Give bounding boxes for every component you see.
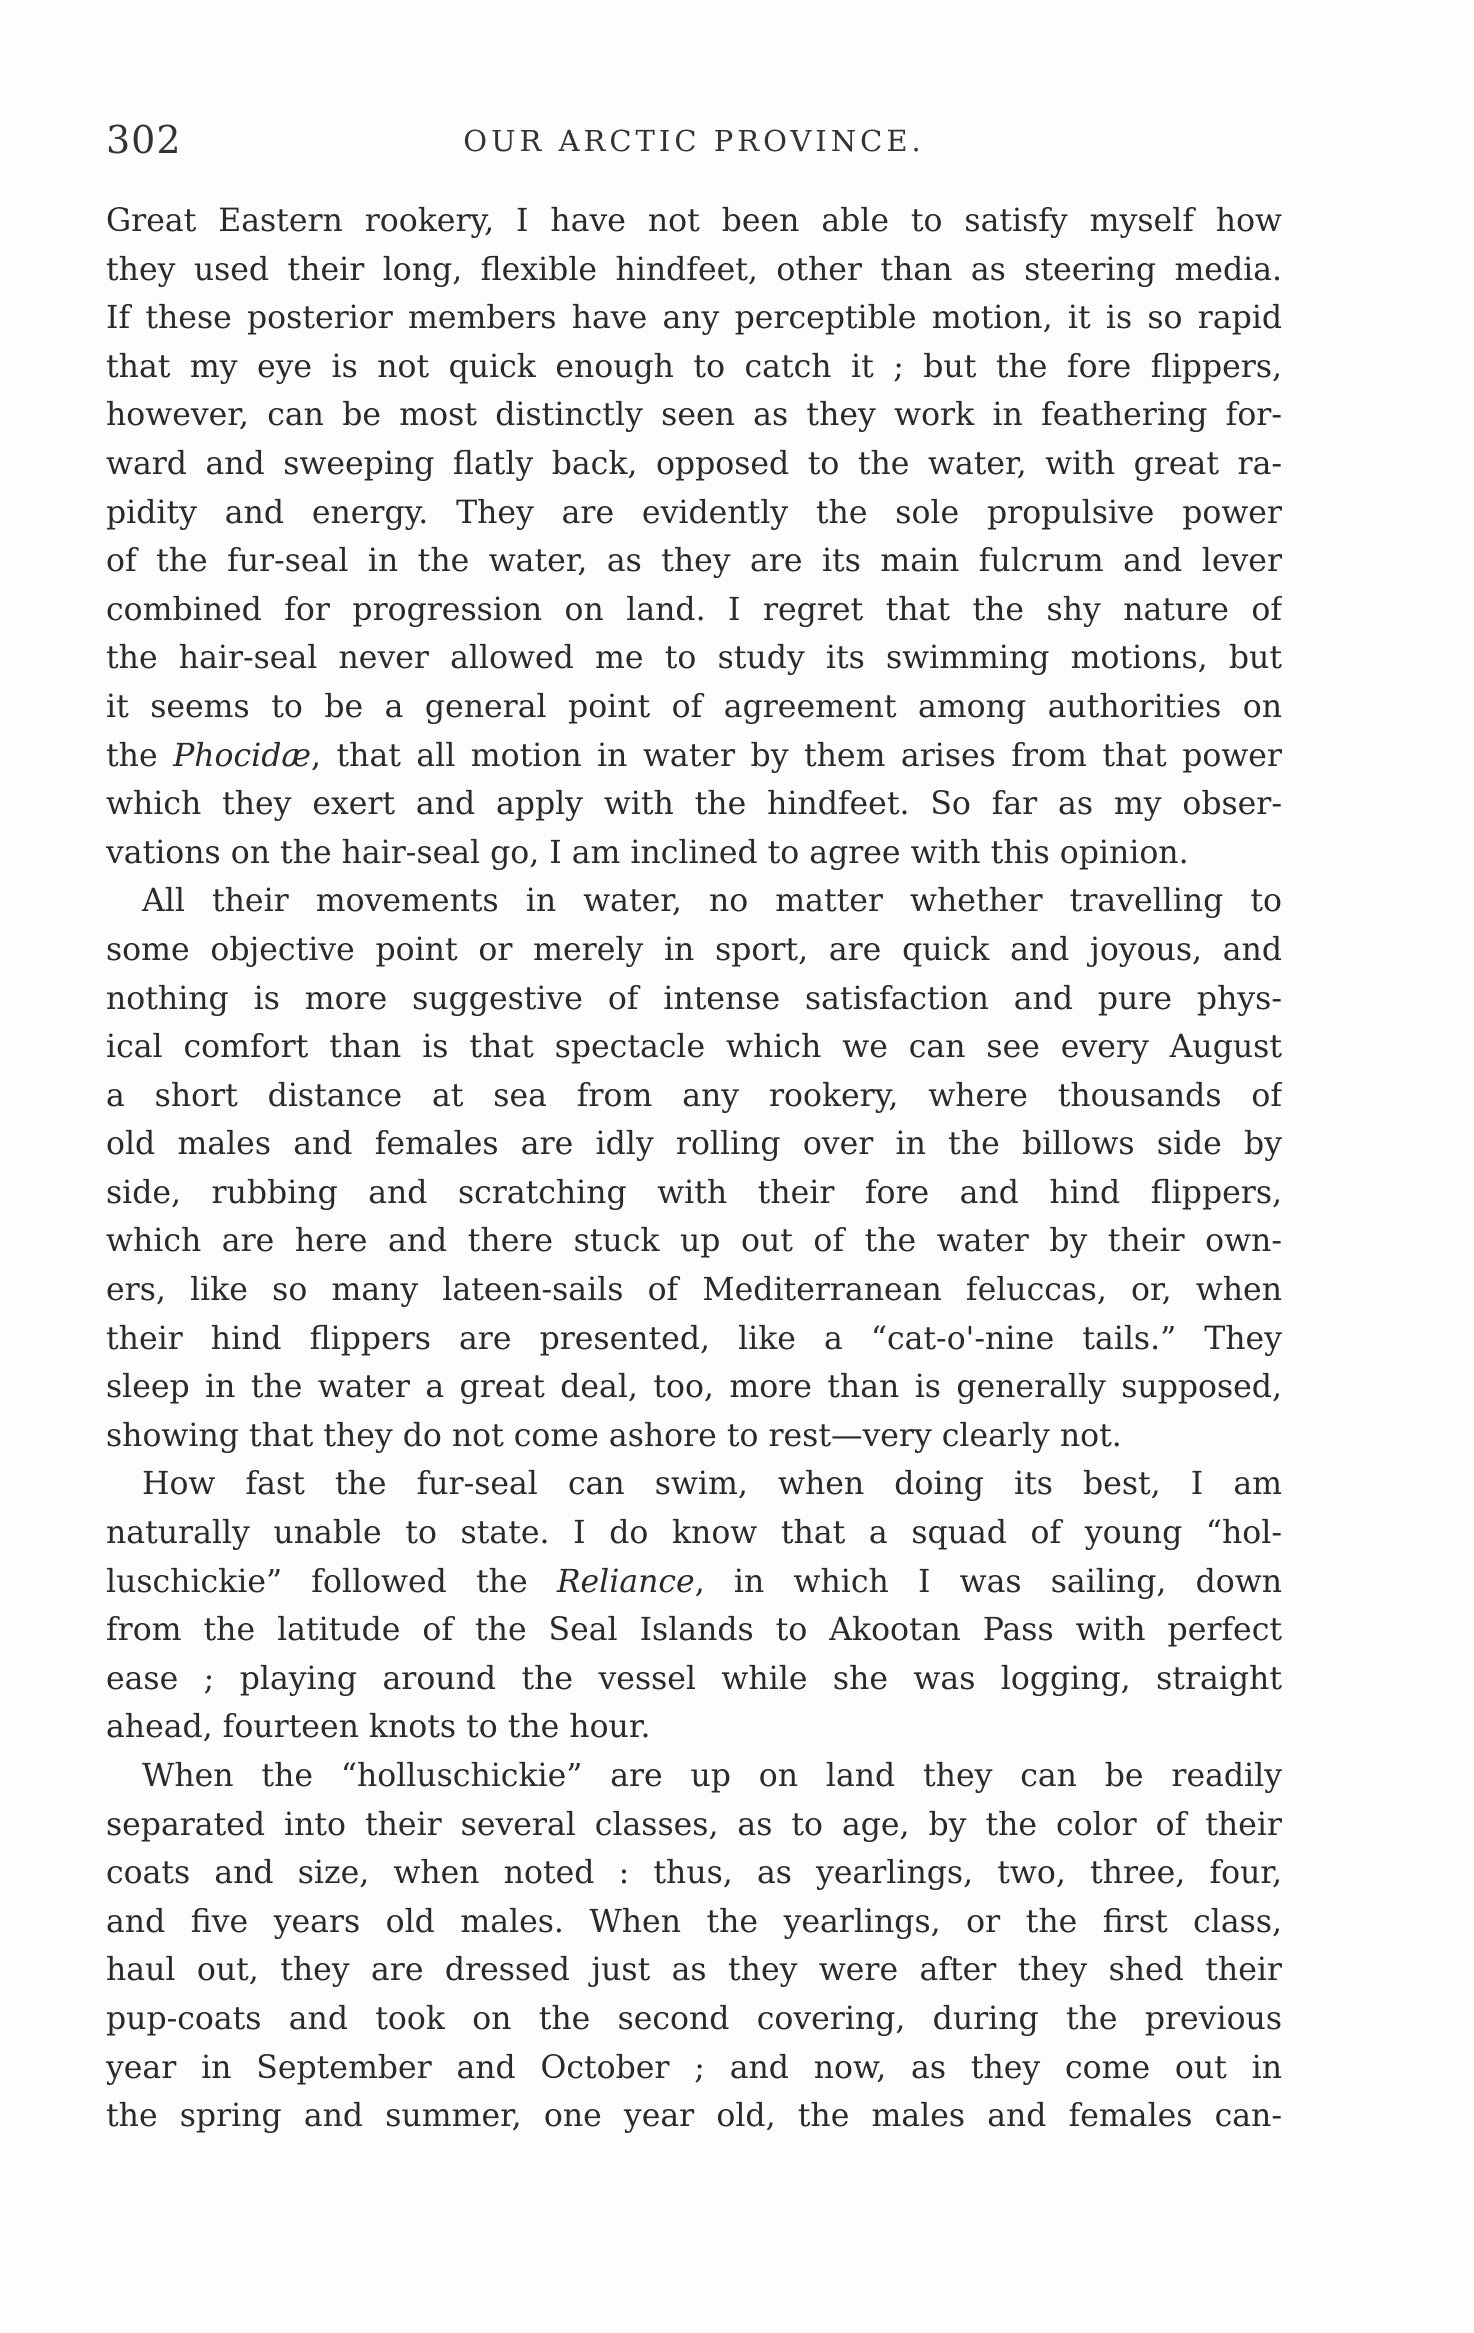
text-line: ical comfort than is that spectacle which we can see every August	[106, 1029, 1282, 1066]
text-line: vations on the hair-seal go, I am inclined to agree with this opinion.	[106, 834, 1189, 871]
text-line: some objective point or merely in sport, are quick and joyous, and	[106, 931, 1282, 968]
text-line: ward and sweeping flatly back, opposed to the water, with great ra-	[106, 445, 1282, 482]
text-line: from the latitude of the Seal Islands to Akootan Pass with perfect	[106, 1612, 1282, 1649]
text-line: the Phocidæ, that all motion in water by them arises from that power	[106, 737, 1282, 774]
text-line: ers, like so many lateen-sails of Mediterranean feluccas, or, when	[106, 1272, 1282, 1309]
text-line: combined for progression on land. I regret that the shy nature of	[106, 591, 1282, 628]
text-line: luschickie” followed the Reliance, in which I was sailing, down	[106, 1563, 1282, 1600]
running-head: OUR ARCTIC PROVINCE.	[463, 124, 925, 158]
text-line: the spring and summer, one year old, the males and females can-	[106, 2098, 1282, 2135]
text-line: year in September and October ; and now, as they come out in	[106, 2049, 1282, 2086]
text-line: sleep in the water a great deal, too, more than is generally supposed,	[106, 1369, 1282, 1406]
text-line: old males and females are idly rolling over in the billows side by	[106, 1126, 1282, 1163]
text-line: and five years old males. When the yearlings, or the first class,	[106, 1903, 1282, 1940]
text-line: coats and size, when noted : thus, as yearlings, two, three, four,	[106, 1855, 1282, 1892]
text-line: naturally unable to state. I do know that a squad of young “hol-	[106, 1515, 1282, 1552]
text-line: If these posterior members have any perceptible motion, it is so rapid	[106, 300, 1282, 337]
body-text	[106, 197, 1282, 2141]
page-header	[106, 118, 1282, 178]
text-line: side, rubbing and scratching with their fore and hind flippers,	[106, 1174, 1282, 1211]
italic-term: Phocidæ	[173, 737, 312, 774]
text-line: pup-coats and took on the second covering, during the previous	[106, 2000, 1282, 2037]
text-line: ease ; playing around the vessel while she was logging, straight	[106, 1660, 1282, 1697]
text-line: of the fur-seal in the water, as they are its main fulcrum and lever	[106, 543, 1282, 580]
text-line: the hair-seal never allowed me to study its swimming motions, but	[106, 640, 1282, 677]
text-line: ahead, fourteen knots to the hour.	[106, 1709, 651, 1746]
text-line: Great Eastern rookery, I have not been able to satisfy myself how	[106, 203, 1282, 239]
text-line: nothing is more suggestive of intense satisfaction and pure phys-	[106, 980, 1282, 1017]
text-line: How fast the fur-seal can swim, when doing its best, I am	[142, 1466, 1282, 1503]
text-line: showing that they do not come ashore to rest—very clearly not.	[106, 1417, 1122, 1454]
text-line: All their movements in water, no matter whether travelling to	[142, 883, 1282, 920]
text-line: When the “holluschickie” are up on land they can be readily	[142, 1758, 1282, 1794]
text-line: a short distance at sea from any rookery, where thousands of	[106, 1077, 1282, 1114]
text-line: which are here and there stuck up out of the water by their own-	[106, 1223, 1282, 1260]
text-line: which they exert and apply with the hindfeet. So far as my obser-	[106, 786, 1282, 823]
text-line: separated into their several classes, as to age, by the color of their	[106, 1806, 1282, 1843]
text-line: however, can be most distinctly seen as they work in feathering for-	[106, 397, 1282, 434]
page-number: 302	[106, 118, 182, 162]
text-line: haul out, they are dressed just as they were after they shed their	[106, 1952, 1282, 1989]
text-line: pidity and energy. They are evidently the sole propulsive power	[106, 494, 1282, 531]
text-line: they used their long, flexible hindfeet, other than as steering media.	[106, 251, 1282, 288]
italic-term: Reliance	[556, 1563, 695, 1600]
text-line: their hind flippers are presented, like a “cat-o'-nine tails.” They	[106, 1320, 1282, 1357]
text-line: that my eye is not quick enough to catch it ; but the fore flippers,	[106, 348, 1282, 385]
text-line: it seems to be a general point of agreement among authorities on	[106, 688, 1282, 725]
